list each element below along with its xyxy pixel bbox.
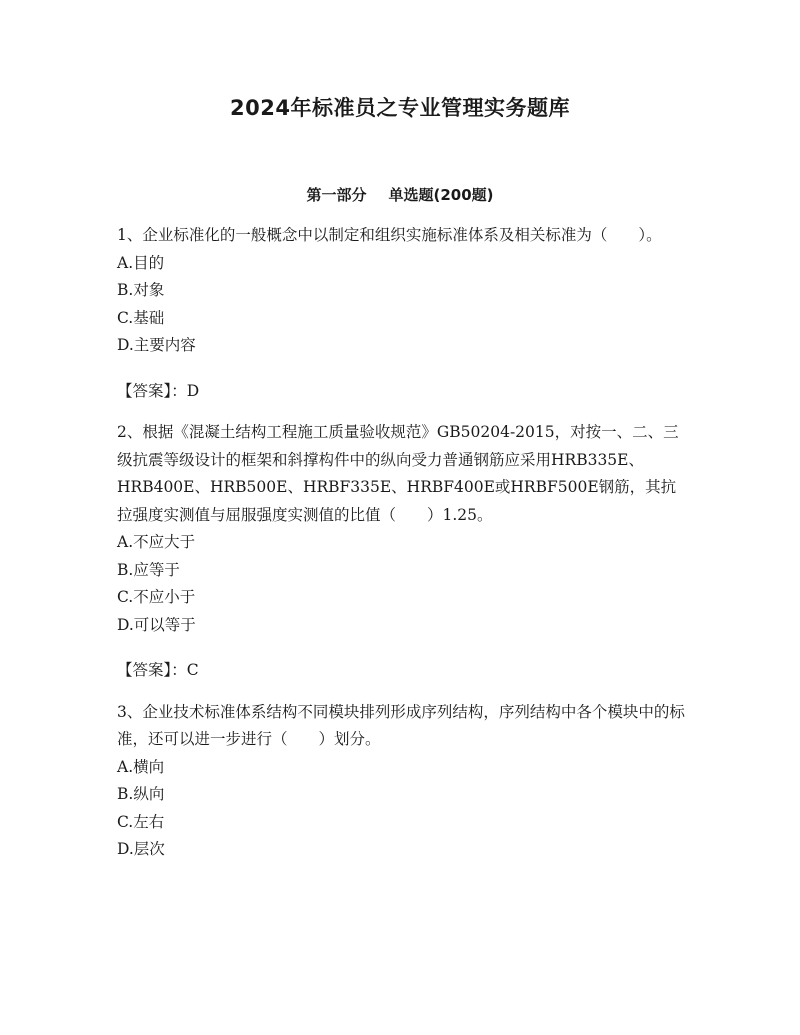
section-part: 第一部分 — [306, 186, 367, 204]
option-a: A.不应大于 — [117, 533, 196, 551]
question-3 — [117, 699, 687, 864]
option-a: A.目的 — [117, 253, 165, 272]
option-d: D.层次 — [117, 840, 165, 858]
option-b: B.纵向 — [117, 785, 165, 803]
option-c: C.左右 — [117, 812, 165, 831]
section-name: 单选题(200题) — [388, 186, 494, 204]
option-c: C.不应小于 — [117, 588, 196, 606]
question-1 — [117, 222, 687, 405]
question-list — [117, 222, 687, 864]
question-stem: 3、企业技术标准体系结构不同模块排列形成序列结构，序列结构中各个模块中的标准，还可以进一步进行（ ）划分。 — [117, 702, 685, 748]
section-heading — [0, 184, 800, 205]
question-stem: 2、根据《混凝土结构工程施工质量验收规范》GB50204-2015，对按一、二、三级抗震等级设计的框架和斜撑构件中的纵向受力普通钢筋应采用HRB335E、HRB400E、HRB500E、HRBF335E、HRBF400E或HRBF500E钢筋，其抗拉强度实测值与屈服强度实测值的比值（ ）1.25。 — [117, 423, 679, 524]
answer-line: 【答案】：D — [117, 381, 200, 400]
answer-line: 【答案】：C — [117, 661, 199, 679]
option-c: C.基础 — [117, 308, 165, 327]
option-d: D.主要内容 — [117, 336, 196, 354]
option-a: A.横向 — [117, 757, 165, 776]
page-title: 2024年标准员之专业管理实务题库 — [230, 96, 570, 120]
option-d: D.可以等于 — [117, 615, 196, 634]
option-b: B.对象 — [117, 281, 165, 299]
option-b: B.应等于 — [117, 560, 180, 579]
question-stem: 1、企业标准化的一般概念中以制定和组织实施标准体系及相关标准为（ ）。 — [117, 226, 662, 244]
question-2 — [117, 419, 687, 685]
